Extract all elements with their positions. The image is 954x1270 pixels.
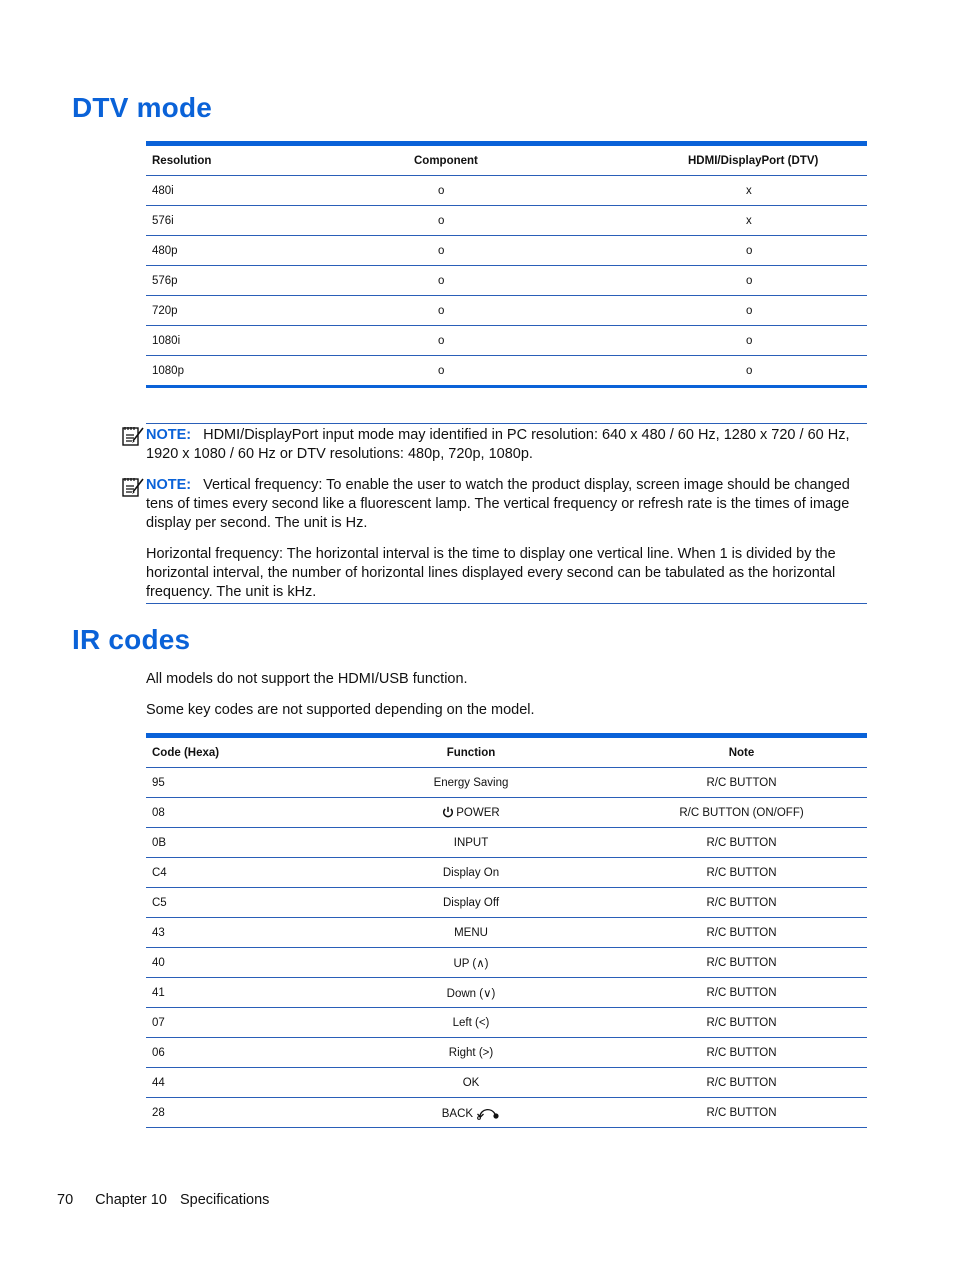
note-cell: R/C BUTTON [616, 1098, 867, 1128]
column-header: Component [408, 144, 682, 176]
table-row [146, 356, 867, 387]
hdmi-cell: x [682, 176, 867, 206]
note-cell: R/C BUTTON [616, 1008, 867, 1038]
code-cell: 28 [146, 1098, 326, 1128]
note-vertical-frequency [146, 476, 867, 533]
table-row [146, 768, 867, 798]
table-header-row [146, 736, 867, 768]
code-cell: 43 [146, 918, 326, 948]
note-top-rule [146, 423, 867, 424]
column-header: Function [326, 736, 616, 768]
power-icon [442, 806, 454, 818]
resolution-cell: 1080p [146, 356, 408, 387]
hdmi-cell: o [682, 356, 867, 387]
table-row [146, 1068, 867, 1098]
code-cell: 08 [146, 798, 326, 828]
note-horizontal-frequency: Horizontal frequency: The horizontal interval is the time to display one vertical line. When 1 is divided by the horizontal interval, the number of horizontal lines displayed every second can be tabulated as the horizontal frequency. The unit is kHz. [146, 546, 836, 600]
ir-codes-table [146, 733, 867, 1128]
dtv-mode-heading: DTV mode [72, 92, 213, 123]
code-cell: 41 [146, 978, 326, 1008]
back-arrow-icon [476, 1106, 500, 1120]
table-row [146, 326, 867, 356]
function-cell: OK [326, 1068, 616, 1098]
resolution-cell: 480p [146, 236, 408, 266]
function-cell: Display On [326, 858, 616, 888]
code-cell: 40 [146, 948, 326, 978]
note-cell: R/C BUTTON [616, 828, 867, 858]
function-cell: MENU [326, 918, 616, 948]
hdmi-cell: o [682, 266, 867, 296]
component-cell: o [408, 266, 682, 296]
note-label: NOTE: [146, 477, 192, 493]
function-cell [326, 798, 616, 828]
ir-codes-heading: IR codes [72, 624, 191, 655]
table-row [146, 206, 867, 236]
note-cell: R/C BUTTON [616, 858, 867, 888]
table-row [146, 1098, 867, 1128]
function-cell: Display Off [326, 888, 616, 918]
ir-intro-hdmi-usb: All models do not support the HDMI/USB function. [146, 671, 468, 687]
component-cell: o [408, 296, 682, 326]
page-footer [57, 1192, 269, 1208]
table-header-row [146, 144, 867, 176]
code-cell: 0B [146, 828, 326, 858]
resolution-cell: 480i [146, 176, 408, 206]
hdmi-cell: o [682, 236, 867, 266]
note-cell: R/C BUTTON [616, 948, 867, 978]
function-label: BACK [441, 1107, 474, 1120]
resolution-cell: 576p [146, 266, 408, 296]
function-cell: Left (<) [326, 1008, 616, 1038]
table-row [146, 1038, 867, 1068]
table-row [146, 266, 867, 296]
note-cell: R/C BUTTON (ON/OFF) [616, 798, 867, 828]
table-row [146, 888, 867, 918]
table-row [146, 828, 867, 858]
table-row [146, 948, 867, 978]
note-cell: R/C BUTTON [616, 1068, 867, 1098]
table-row [146, 1008, 867, 1038]
note-icon [121, 425, 145, 447]
note-label: NOTE: [146, 427, 192, 443]
table-row [146, 236, 867, 266]
table-row [146, 918, 867, 948]
table-row [146, 798, 867, 828]
page-number: 70 [57, 1192, 74, 1208]
note-cell: R/C BUTTON [616, 768, 867, 798]
function-cell: Down (∨) [326, 978, 616, 1008]
column-header: Note [616, 736, 867, 768]
ir-intro-key-codes: Some key codes are not supported depending on the model. [146, 702, 535, 718]
resolution-cell: 1080i [146, 326, 408, 356]
code-cell: C5 [146, 888, 326, 918]
code-cell: 06 [146, 1038, 326, 1068]
component-cell: o [408, 176, 682, 206]
function-cell: Energy Saving [326, 768, 616, 798]
function-cell: UP (∧) [326, 948, 616, 978]
hdmi-cell: x [682, 206, 867, 236]
note-cell: R/C BUTTON [616, 1038, 867, 1068]
component-cell: o [408, 356, 682, 387]
code-cell: 07 [146, 1008, 326, 1038]
resolution-cell: 576i [146, 206, 408, 236]
component-cell: o [408, 206, 682, 236]
column-header: HDMI/DisplayPort (DTV) [682, 144, 867, 176]
column-header: Resolution [146, 144, 408, 176]
note-hdmi-input [146, 426, 867, 464]
resolution-cell: 720p [146, 296, 408, 326]
hdmi-cell: o [682, 296, 867, 326]
table-row [146, 176, 867, 206]
note-text: HDMI/DisplayPort input mode may identified in PC resolution: 640 x 480 / 60 Hz, 1280 x 720 / 60 Hz, 1920 x 1080 / 60 Hz or DTV resolutions: 480p, 720p, 1080p. [146, 427, 850, 462]
note-cell: R/C BUTTON [616, 888, 867, 918]
note-text: Vertical frequency: To enable the user to watch the product display, screen image should be changed tens of times every second like a fluorescent lamp. The vertical frequency or refresh rate is the times of image display per second. The unit is Hz. [146, 477, 850, 531]
code-cell: C4 [146, 858, 326, 888]
chapter-label: Chapter 10 [95, 1192, 167, 1208]
component-cell: o [408, 236, 682, 266]
component-cell: o [408, 326, 682, 356]
note-cell: R/C BUTTON [616, 978, 867, 1008]
function-cell [326, 1098, 616, 1128]
column-header: Code (Hexa) [146, 736, 326, 768]
note-cell: R/C BUTTON [616, 918, 867, 948]
hdmi-cell: o [682, 326, 867, 356]
dtv-mode-table [146, 141, 867, 388]
code-cell: 95 [146, 768, 326, 798]
note-icon [121, 476, 145, 498]
function-cell: INPUT [326, 828, 616, 858]
function-label: POWER [456, 807, 500, 819]
function-cell: Right (>) [326, 1038, 616, 1068]
table-row [146, 296, 867, 326]
code-cell: 44 [146, 1068, 326, 1098]
note-bottom-rule [146, 603, 867, 604]
table-row [146, 858, 867, 888]
chapter-title: Specifications [179, 1192, 270, 1208]
table-row [146, 978, 867, 1008]
